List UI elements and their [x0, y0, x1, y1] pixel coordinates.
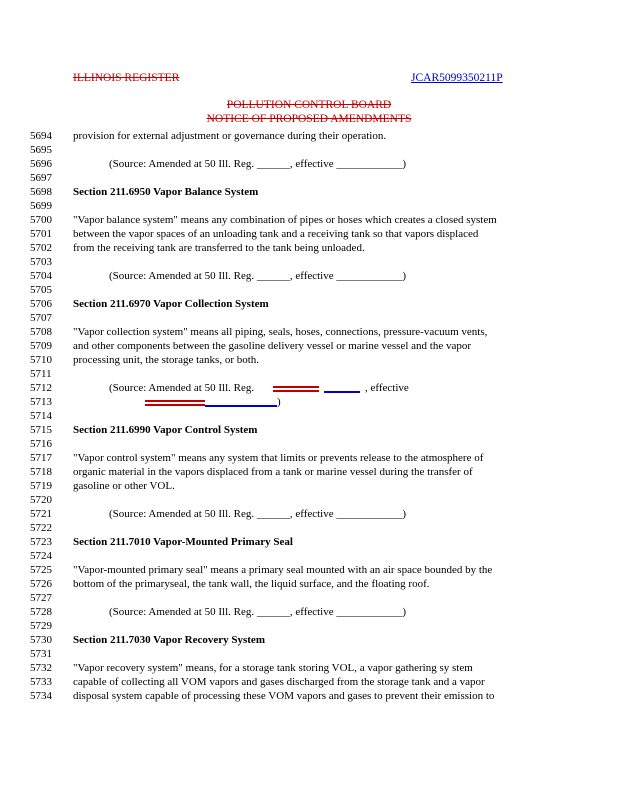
- line-number: 5720: [30, 494, 52, 506]
- line-text: capable of collecting all VOM vapors and gases discharged from the storage tank and a vapor: [73, 676, 485, 688]
- insertion-mark: [205, 405, 277, 407]
- line-number: 5700: [30, 214, 52, 226]
- document-id-link[interactable]: JCAR5099350211P: [411, 72, 503, 84]
- line-text: and other components between the gasoline delivery vessel or marine vessel and the vapor: [73, 340, 472, 352]
- deletion-mark: [273, 386, 319, 388]
- line: [0, 339, 618, 353]
- section-heading: Section 211.6990 Vapor Control System: [73, 424, 258, 436]
- line-number: 5703: [30, 256, 52, 268]
- insertion-mark: [324, 391, 360, 393]
- line-number: 5701: [30, 228, 52, 240]
- line-number: 5724: [30, 550, 52, 562]
- line: [0, 493, 618, 507]
- line: [0, 213, 618, 227]
- line-number: 5707: [30, 312, 52, 324]
- line-text: "Vapor-mounted primary seal" means a primary seal mounted with an air space bounded by the: [73, 564, 493, 576]
- line-text: gasoline or other VOL.: [73, 480, 175, 492]
- line-number: 5734: [30, 690, 52, 702]
- line: [0, 395, 618, 409]
- line: [0, 297, 618, 311]
- line-number: 5730: [30, 634, 52, 646]
- line-number: 5714: [30, 410, 52, 422]
- line: [0, 409, 618, 423]
- line-number: 5702: [30, 242, 52, 254]
- line: [0, 199, 618, 213]
- line-text: disposal system capable of processing these VOM vapors and gases to prevent their emission to: [73, 690, 495, 702]
- line-number: 5706: [30, 298, 52, 310]
- section-heading: Section 211.7010 Vapor-Mounted Primary Seal: [73, 536, 293, 548]
- line-text: provision for external adjustment or governance during their operation.: [73, 130, 387, 142]
- deletion-mark: [145, 400, 205, 402]
- line: [0, 143, 618, 157]
- line-number: 5717: [30, 452, 52, 464]
- line: [0, 535, 618, 549]
- line-number: 5694: [30, 130, 52, 142]
- line-number: 5718: [30, 466, 52, 478]
- line-number: 5732: [30, 662, 52, 674]
- line-number: 5726: [30, 578, 52, 590]
- line-number: 5699: [30, 200, 52, 212]
- source-note: (Source: Amended at 50 Ill. Reg.: [109, 382, 255, 394]
- line: [0, 353, 618, 367]
- line-text: "Vapor recovery system" means, for a storage tank storing VOL, a vapor gathering sy stem: [73, 662, 473, 674]
- line: [0, 633, 618, 647]
- line-text: "Vapor control system" means any system that limits or prevents release to the atmosphere of: [73, 452, 484, 464]
- line-number: 5708: [30, 326, 52, 338]
- notice-title: NOTICE OF PROPOSED AMENDMENTS: [206, 113, 412, 125]
- line: [0, 479, 618, 493]
- line-number: 5725: [30, 564, 52, 576]
- line: [0, 283, 618, 297]
- line: [0, 241, 618, 255]
- line-number: 5695: [30, 144, 52, 156]
- line: [0, 227, 618, 241]
- line: [0, 591, 618, 605]
- line: [0, 605, 618, 619]
- source-note: (Source: Amended at 50 Ill. Reg. ______, effective ____________): [109, 508, 407, 520]
- line-number: 5731: [30, 648, 52, 660]
- deletion-mark: [273, 390, 319, 392]
- line-number: 5727: [30, 592, 52, 604]
- line: [0, 437, 618, 451]
- line-number: 5722: [30, 522, 52, 534]
- line-number: 5733: [30, 676, 52, 688]
- line-text: from the receiving tank are transferred to the tank being unloaded.: [73, 242, 365, 254]
- line: [0, 521, 618, 535]
- line: [0, 129, 618, 143]
- line-number: 5698: [30, 186, 52, 198]
- line: [0, 269, 618, 283]
- line-number: 5713: [30, 396, 52, 408]
- line-text: bottom of the primaryseal, the tank wall, the liquid surface, and the floating roof.: [73, 578, 430, 590]
- line: [0, 381, 618, 395]
- line-number: 5728: [30, 606, 52, 618]
- line-number: 5719: [30, 480, 52, 492]
- line: [0, 157, 618, 171]
- line-number: 5710: [30, 354, 52, 366]
- line: [0, 507, 618, 521]
- line-text: "Vapor collection system" means all piping, seals, hoses, connections, pressure-vacuum vents,: [73, 326, 488, 338]
- source-note: (Source: Amended at 50 Ill. Reg. ______, effective ____________): [109, 606, 407, 618]
- line-number: 5697: [30, 172, 52, 184]
- line-number: 5715: [30, 424, 52, 436]
- source-note: (Source: Amended at 50 Ill. Reg. ______, effective ____________): [109, 158, 407, 170]
- line-text: processing unit, the storage tanks, or both.: [73, 354, 260, 366]
- source-note: (Source: Amended at 50 Ill. Reg. ______, effective ____________): [109, 270, 407, 282]
- section-heading: Section 211.6970 Vapor Collection System: [73, 298, 269, 310]
- agency-title: POLLUTION CONTROL BOARD: [226, 99, 392, 111]
- line-number: 5712: [30, 382, 52, 394]
- line: [0, 577, 618, 591]
- line-number: 5709: [30, 340, 52, 352]
- line: [0, 549, 618, 563]
- line: [0, 325, 618, 339]
- closing-paren: ): [277, 396, 281, 408]
- line-number: 5704: [30, 270, 52, 282]
- line: [0, 423, 618, 437]
- line: [0, 563, 618, 577]
- line: [0, 647, 618, 661]
- line: [0, 689, 618, 703]
- line-number: 5723: [30, 536, 52, 548]
- source-note-suffix: , effective: [365, 382, 409, 394]
- deletion-mark: [145, 404, 205, 406]
- line-number: 5705: [30, 284, 52, 296]
- line-number: 5711: [30, 368, 52, 380]
- line: [0, 675, 618, 689]
- line: [0, 661, 618, 675]
- line-text: between the vapor spaces of an unloading tank and a receiving tank so that vapors displaced: [73, 228, 479, 240]
- line: [0, 311, 618, 325]
- line-text: "Vapor balance system" means any combination of pipes or hoses which creates a closed system: [73, 214, 497, 226]
- section-heading: Section 211.6950 Vapor Balance System: [73, 186, 259, 198]
- line-number: 5729: [30, 620, 52, 632]
- line: [0, 619, 618, 633]
- line-number: 5716: [30, 438, 52, 450]
- line-text: organic material in the vapors displaced from a tank or marine vessel during the transfer of: [73, 466, 473, 478]
- line-number: 5696: [30, 158, 52, 170]
- line-number: 5721: [30, 508, 52, 520]
- line: [0, 185, 618, 199]
- section-heading: Section 211.7030 Vapor Recovery System: [73, 634, 265, 646]
- line: [0, 451, 618, 465]
- line: [0, 171, 618, 185]
- line: [0, 465, 618, 479]
- register-title: ILLINOIS REGISTER: [73, 72, 180, 84]
- line: [0, 367, 618, 381]
- line: [0, 255, 618, 269]
